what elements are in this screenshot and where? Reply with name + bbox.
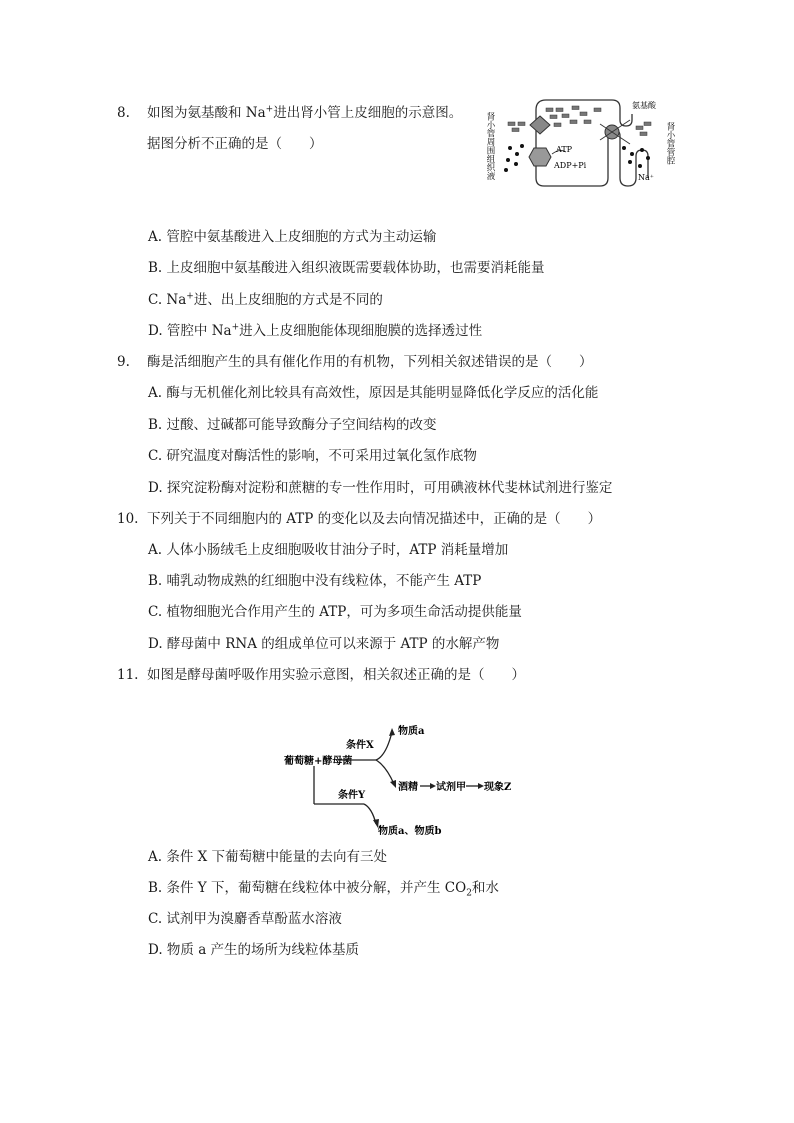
- q9-stem: 9. 酶是活细胞产生的具有催化作用的有机物，下列相关叙述错误的是（ ）: [117, 354, 593, 370]
- q8-option-d: D. 管腔中 Na+进入上皮细胞能体现细胞膜的选择透过性: [148, 322, 483, 339]
- q9-number: 9.: [117, 354, 130, 370]
- q8-na-label: Na⁺: [638, 173, 654, 182]
- q11-reagent: 试剂甲: [436, 782, 466, 793]
- q8-amino-label: 氨基酸: [632, 101, 656, 110]
- q11-number: 11.: [117, 667, 139, 683]
- q8-carrier-diamond: [530, 116, 550, 134]
- q11-phenomenon: 现象Z: [484, 782, 512, 793]
- q11-alcohol: 酒精: [398, 782, 418, 793]
- q8-right-label: 肾小管管腔: [665, 122, 675, 165]
- q10-option-d: D. 酵母菌中 RNA 的组成单位可以来源于 ATP 的水解产物: [148, 636, 500, 652]
- q10-stem: 10. 下列关于不同细胞内的 ATP 的变化以及去向情况描述中，正确的是（ ）: [117, 511, 602, 527]
- q10-option-a: A. 人体小肠绒毛上皮细胞吸收甘油分子时，ATP 消耗量增加: [148, 542, 509, 558]
- q11-cond-y: 条件Y: [338, 790, 366, 801]
- q11-option-b: B. 条件 Y 下，葡萄糖在线粒体中被分解，并产生 $CO_2$和水: [148, 880, 499, 899]
- q11-option-c: C. 试剂甲为溴麝香草酚蓝水溶液: [148, 911, 342, 927]
- q8-adp-label: ADP+Pi: [554, 161, 587, 170]
- q10-number: 10.: [117, 511, 139, 527]
- q9-option-b: B. 过酸、过碱都可能导致酶分子空间结构的改变: [148, 417, 437, 433]
- q8-cell-membrane: [536, 100, 648, 186]
- q11-start-label: 葡萄糖+酵母菌: [284, 756, 353, 767]
- q11-substance-a: 物质a: [398, 726, 425, 737]
- q11-products-y: 物质a、物质b: [378, 826, 442, 837]
- q11-option-d: D. 物质 a 产生的场所为线粒体基质: [148, 942, 360, 958]
- q8-cell-diagram: [484, 96, 680, 196]
- q9-option-c: C. 研究温度对酶活性的影响，不可采用过氧化氢作底物: [148, 448, 477, 464]
- q8-option-b: B. 上皮细胞中氨基酸进入组织液既需要载体协助，也需要消耗能量: [148, 260, 545, 276]
- q11-stem: 11. 如图是酵母菌呼吸作用实验示意图，相关叙述正确的是（ ）: [117, 667, 525, 683]
- q8-option-c: C. Na+进、出上皮细胞的方式是不同的: [148, 291, 383, 308]
- q9-option-d: D. 探究淀粉酶对淀粉和蔗糖的专一性作用时，可用碘液林代斐林试剂进行鉴定: [148, 480, 613, 496]
- q11-flow-diagram: [280, 716, 520, 844]
- q10-option-c: C. 植物细胞光合作用产生的 ATP，可为多项生命活动提供能量: [148, 604, 522, 620]
- q8-left-label: 肾小管周围组织液: [485, 112, 495, 180]
- q11-cond-x: 条件X: [346, 740, 374, 751]
- q9-option-a: A. 酶与无机催化剂比较具有高效性，原因是其能明显降低化学反应的活化能: [148, 385, 599, 401]
- q8-pump-hexagon: [529, 148, 551, 166]
- q8-number: 8.: [117, 105, 130, 121]
- q8-stem-line2: 据图分析不正确的是（ ）: [147, 136, 323, 152]
- q10-option-b: B. 哺乳动物成熟的红细胞中没有线粒体，不能产生 ATP: [148, 573, 482, 589]
- q11-option-a: A. 条件 X 下葡萄糖中能量的去向有三处: [148, 849, 388, 865]
- q8-atp-label: ATP: [556, 145, 573, 154]
- q8-stem: 8. 如图为氨基酸和 Na+进出肾小管上皮细胞的示意图。: [117, 104, 463, 121]
- q8-option-a: A. 管腔中氨基酸进入上皮细胞的方式为主动运输: [148, 229, 437, 245]
